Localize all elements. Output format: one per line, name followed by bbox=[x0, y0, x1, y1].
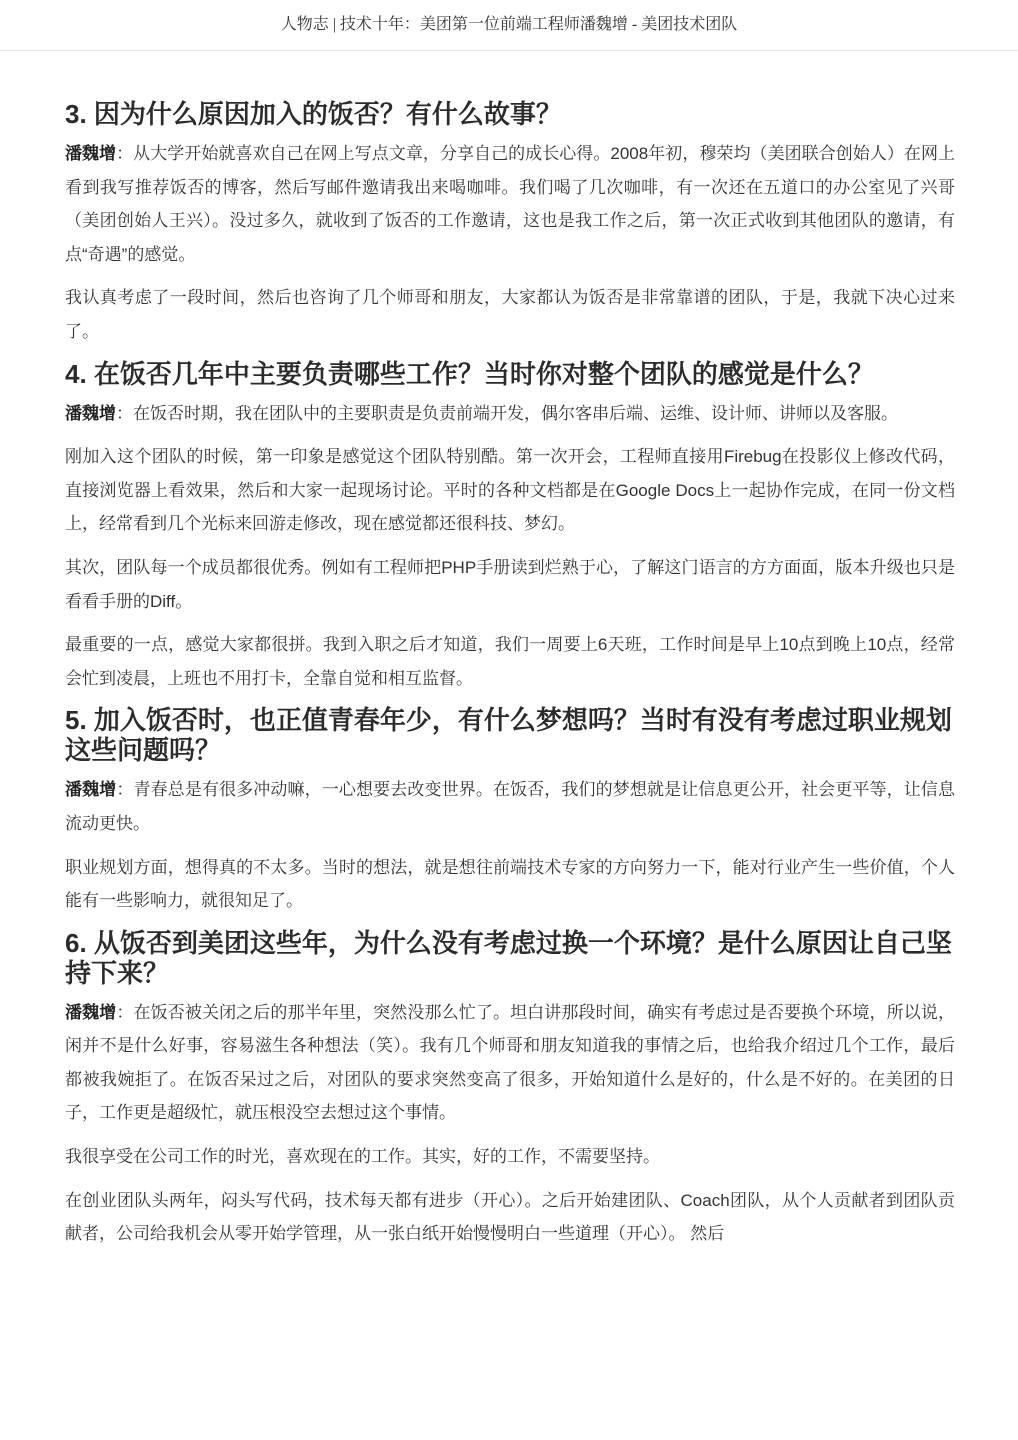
answer-paragraph bbox=[65, 773, 955, 840]
section-5 bbox=[65, 705, 955, 917]
paragraph: 我认真考虑了一段时间，然后也咨询了几个师哥和朋友，大家都认为饭否是非常靠谱的团队，于是，我就下决心过来了。 bbox=[65, 288, 955, 341]
speaker-name: 潘魏增 bbox=[65, 780, 117, 800]
section-heading: 4. 在饭否几年中主要负责哪些工作？当时你对整个团队的感觉是什么？ bbox=[65, 358, 874, 389]
page-header-title: 人物志 | 技术十年：美团第一位前端工程师潘魏增 - 美团技术团队 bbox=[280, 16, 738, 33]
answer-paragraph bbox=[65, 996, 955, 1130]
section-heading: 6. 从饭否到美团这些年，为什么没有考虑过换一个环境？是什么原因让自己坚持下来？ bbox=[65, 927, 952, 988]
paragraph: 我很享受在公司工作的时光，喜欢现在的工作。其实，好的工作，不需要坚持。 bbox=[65, 1147, 660, 1167]
section-6 bbox=[65, 928, 955, 1251]
answer-paragraph bbox=[65, 137, 955, 271]
section-4 bbox=[65, 359, 955, 696]
paragraph-text: ：从大学开始就喜欢自己在网上写点文章，分享自己的成长心得。2008年初，穆荣均（美团联合创始人）在网上看到我写推荐饭否的博客，然后写邮件邀请我出来喝咖啡。我们喝了几次咖啡，有一次还在五道口的办公室见了兴哥（美团创始人王兴）。没过多久，就收到了饭否的工作邀请，这也是我工作之后，第一次正式收到其他团队的邀请，有点“奇遇”的感觉。 bbox=[65, 144, 955, 264]
speaker-name: 潘魏增 bbox=[65, 403, 116, 423]
paragraph-text: ：青春总是有很多冲动嘛，一心想要去改变世界。在饭否，我们的梦想就是让信息更公开，社会更平等，让信息流动更快。 bbox=[65, 780, 956, 833]
section-3 bbox=[65, 99, 955, 349]
answer-paragraph bbox=[65, 397, 955, 431]
section-heading: 5. 加入饭否时，也正值青春年少，有什么梦想吗？当时有没有考虑过职业规划这些问题吗？ bbox=[65, 705, 952, 766]
article-content bbox=[65, 86, 955, 1261]
speaker-name: 潘魏增 bbox=[65, 1002, 117, 1022]
paragraph-text: ：在饭否时期，我在团队中的主要职责是负责前端开发，偶尔客串后端、运维、设计师、讲师以及客服。 bbox=[116, 403, 898, 423]
paragraph-text: ：在饭否被关闭之后的那半年里，突然没那么忙了。坦白讲那段时间，确实有考虑过是否要换个环境，所以说，闲并不是什么好事，容易滋生各种想法（笑）。我有几个师哥和朋友知道我的事情之后，也给我介绍过几个工作，最后都被我婉拒了。在饭否呆过之后，对团队的要求突然变高了很多，开始知道什么是好的，什么是不好的。在美团的日子，工作更是超级忙，就压根没空去想过这个事情。 bbox=[65, 1002, 956, 1123]
paragraph: 最重要的一点，感觉大家都很拼。我到入职之后才知道，我们一周要上6天班，工作时间是早上10点到晚上10点，经常会忙到凌晨，上班也不用打卡，全靠自觉和相互监督。 bbox=[65, 635, 955, 688]
paragraph: 其次，团队每一个成员都很优秀。例如有工程师把PHP手册读到烂熟于心，了解这门语言的方方面面，版本升级也只是看看手册的Diff。 bbox=[65, 557, 955, 611]
paragraph: 职业规划方面，想得真的不太多。当时的想法，就是想往前端技术专家的方向努力一下，能对行业产生一些价值，个人能有一些影响力，就很知足了。 bbox=[65, 857, 955, 911]
page-header bbox=[0, 0, 1018, 51]
section-heading: 3. 因为什么原因加入的饭否？有什么故事？ bbox=[65, 99, 562, 129]
paragraph: 刚加入这个团队的时候，第一印象是感觉这个团队特别酷。第一次开会，工程师直接用Firebug在投影仪上修改代码，直接浏览器上看效果，然后和大家一起现场讨论。平时的各种文档都是在Google Docs上一起协作完成，在同一份文档上，经常看到几个光标来回游走修改，现在感觉都还很科技、梦幻。 bbox=[65, 447, 955, 534]
speaker-name: 潘魏增 bbox=[65, 144, 117, 163]
paragraph: 在创业团队头两年，闷头写代码，技术每天都有进步（开心）。之后开始建团队、Coach团队，从个人贡献者到团队贡献者，公司给我机会从零开始学管理，从一张白纸开始慢慢明白一些道理（开心）。 然后 bbox=[65, 1190, 955, 1244]
